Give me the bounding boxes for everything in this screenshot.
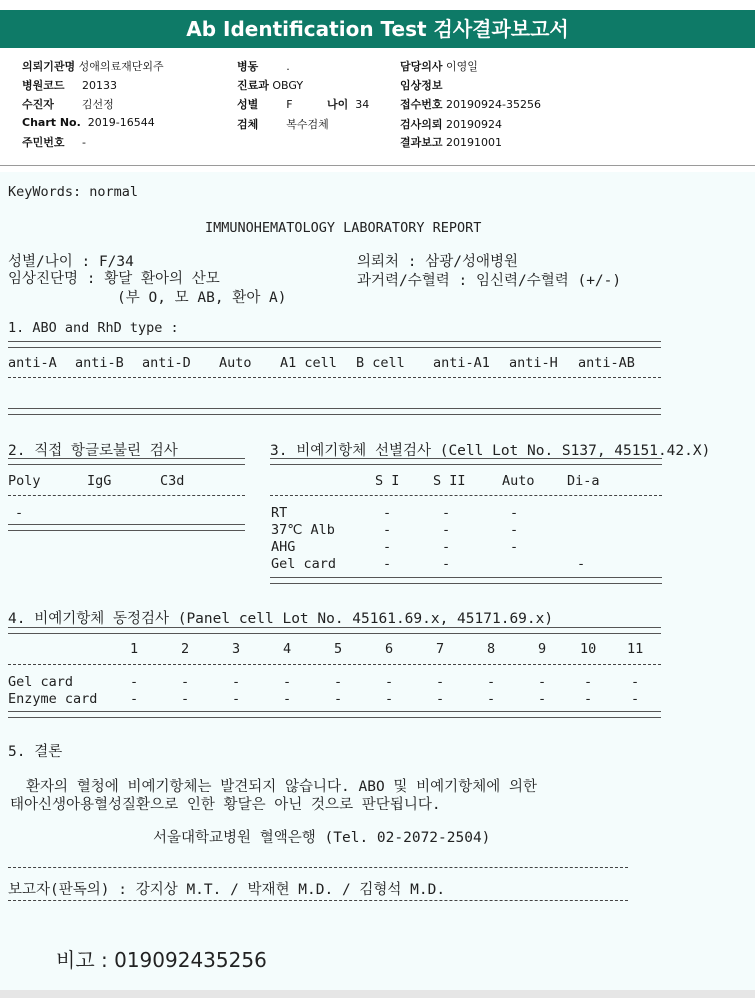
abo-header-anti-ab: anti-AB (578, 355, 635, 371)
conclusion-line-1: 환자의 혈청에 비예기항체는 발견되지 않습니다. ABO 및 비예기항체에 의한 (26, 779, 537, 795)
blood-bank-contact: 서울대학교병원 혈액은행 (Tel. 02-2072-2504) (153, 830, 491, 846)
transfusion-history: 과거력/수혈력 : 임신력/수혈력 (+/-) (357, 273, 622, 289)
family-blood-types: (부 O, 모 AB, 환아 A) (117, 290, 287, 306)
table-divider (8, 900, 628, 901)
panel-header-10: 10 (580, 641, 597, 657)
screen-cell: - (577, 556, 586, 572)
panel-header-2: 2 (181, 641, 190, 657)
panel-row-label: Gel card (8, 674, 74, 690)
panel-cell: - (631, 691, 640, 707)
header-doctor: 담당의사 이영일 (400, 60, 478, 73)
header-request-date: 검사의뢰 20190924 (400, 118, 503, 131)
section-panel-title: 4. 비예기항체 동정검사 (Panel cell Lot No. 45161.69.x, 45171.69.x) (8, 611, 554, 627)
screen-row-label: AHG (271, 539, 296, 555)
panel-header-6: 6 (385, 641, 394, 657)
screen-cell: - (383, 522, 392, 538)
panel-cell: - (538, 691, 547, 707)
clinical-diagnosis: 임상진단명 : 황달 환아의 산모 (8, 271, 220, 287)
abo-header-anti-h: anti-H (509, 355, 558, 371)
report-heading: IMMUNOHEMATOLOGY LABORATORY REPORT (205, 220, 482, 236)
header-department: 진료과 OBGY (237, 79, 304, 92)
header-sex: 성별 F (237, 98, 293, 111)
screen-row-label: Gel card (271, 556, 337, 572)
screen-cell: - (510, 505, 519, 521)
header-clinical-info: 임상정보 (400, 79, 443, 92)
panel-header-7: 7 (436, 641, 445, 657)
screen-cell: - (442, 556, 451, 572)
panel-cell: - (436, 691, 445, 707)
panel-header-4: 4 (283, 641, 292, 657)
panel-cell: - (283, 674, 292, 690)
abo-header-b-cell: B cell (356, 355, 405, 371)
header-chart-no: Chart No. 2019-16544 (22, 116, 155, 129)
panel-cell: - (130, 691, 139, 707)
header-hospital-code: 병원코드 20133 (22, 79, 117, 92)
header-client-name: 의뢰기관명 성애의료재단외주 (22, 60, 164, 73)
sex-age: 성별/나이 : F/34 (8, 254, 134, 270)
dat-header-igg: IgG (87, 473, 112, 489)
panel-row-label: Enzyme card (8, 691, 98, 707)
panel-cell: - (283, 691, 292, 707)
abo-header-auto: Auto (219, 355, 252, 371)
screen-cell: - (383, 539, 392, 555)
screen-cell: - (442, 539, 451, 555)
panel-cell: - (487, 674, 496, 690)
table-divider (8, 495, 245, 496)
panel-header-3: 3 (232, 641, 241, 657)
table-divider (8, 867, 628, 868)
panel-cell: - (232, 674, 241, 690)
panel-header-9: 9 (538, 641, 547, 657)
panel-header-1: 1 (130, 641, 139, 657)
header-specimen: 검체 복수검체 (237, 118, 329, 131)
section-separator (8, 524, 245, 531)
dat-header-c3d: C3d (160, 473, 185, 489)
section-separator (8, 341, 661, 348)
screen-header-s2: S II (433, 473, 466, 489)
section-separator (8, 408, 661, 415)
section-separator (8, 458, 245, 465)
keywords: KeyWords: normal (8, 184, 139, 200)
panel-header-5: 5 (334, 641, 343, 657)
header-patient-name: 수진자 김선정 (22, 98, 114, 111)
section-separator (270, 458, 662, 465)
section-dat-title: 2. 직접 항글로불린 검사 (8, 443, 178, 459)
section-conclusion-title: 5. 결론 (8, 744, 63, 760)
conclusion-line-2: 태아신생아용혈성질환으로 인한 황달은 아닌 것으로 판단됩니다. (10, 797, 441, 813)
section-separator (8, 711, 661, 718)
panel-cell: - (130, 674, 139, 690)
abo-header-anti-d: anti-D (142, 355, 191, 371)
screen-cell: - (510, 522, 519, 538)
dat-header-poly: Poly (8, 473, 41, 489)
panel-header-8: 8 (487, 641, 496, 657)
screen-header-s1: S I (375, 473, 400, 489)
section-separator (8, 627, 661, 634)
panel-header-11: 11 (627, 641, 644, 657)
screen-cell: - (510, 539, 519, 555)
panel-cell: - (232, 691, 241, 707)
abo-header-anti-a1: anti-A1 (433, 355, 490, 371)
reporters: 보고자(판독의) : 강지상 M.T. / 박재현 M.D. / 김형석 M.D. (8, 882, 446, 898)
abo-header-anti-a: anti-A (8, 355, 57, 371)
header-receipt-no: 접수번호 20190924-35256 (400, 98, 541, 111)
header-age: 나이 34 (327, 98, 370, 111)
abo-header-a1-cell: A1 cell (280, 355, 337, 371)
panel-cell: - (631, 674, 640, 690)
panel-cell: - (436, 674, 445, 690)
screen-row-label: 37℃ Alb (271, 522, 335, 538)
abo-header-anti-b: anti-B (75, 355, 124, 371)
panel-cell: - (385, 674, 394, 690)
table-divider (8, 377, 661, 378)
panel-cell: - (584, 674, 593, 690)
screen-row-label: RT (271, 505, 288, 521)
header-resident-no: 주민번호 - (22, 136, 86, 149)
screen-header-auto: Auto (502, 473, 535, 489)
screen-cell: - (442, 522, 451, 538)
table-divider (8, 664, 661, 665)
screen-cell: - (383, 505, 392, 521)
header-divider (0, 165, 755, 166)
table-divider (270, 495, 662, 496)
referrer: 의뢰처 : 삼광/성애병원 (357, 254, 518, 270)
screen-cell: - (383, 556, 392, 572)
header-report-date: 결과보고 20191001 (400, 136, 503, 149)
section-screening-title: 3. 비예기항체 선별검사 (Cell Lot No. S137, 45151.42.X) (270, 443, 711, 459)
screen-header-dia: Di-a (567, 473, 600, 489)
panel-cell: - (385, 691, 394, 707)
panel-cell: - (538, 674, 547, 690)
section-separator (270, 577, 662, 584)
panel-cell: - (334, 674, 343, 690)
section-abo-title: 1. ABO and RhD type : (8, 320, 179, 336)
header-ward: 병동 . (237, 60, 290, 73)
panel-cell: - (181, 691, 190, 707)
footer-bar (0, 990, 755, 998)
panel-cell: - (584, 691, 593, 707)
remark: 비고 : 019092435256 (56, 948, 267, 972)
panel-cell: - (181, 674, 190, 690)
panel-cell: - (487, 691, 496, 707)
dat-result: - (15, 505, 24, 521)
report-title: Ab Identification Test 검사결과보고서 (0, 10, 755, 48)
panel-cell: - (334, 691, 343, 707)
screen-cell: - (442, 505, 451, 521)
